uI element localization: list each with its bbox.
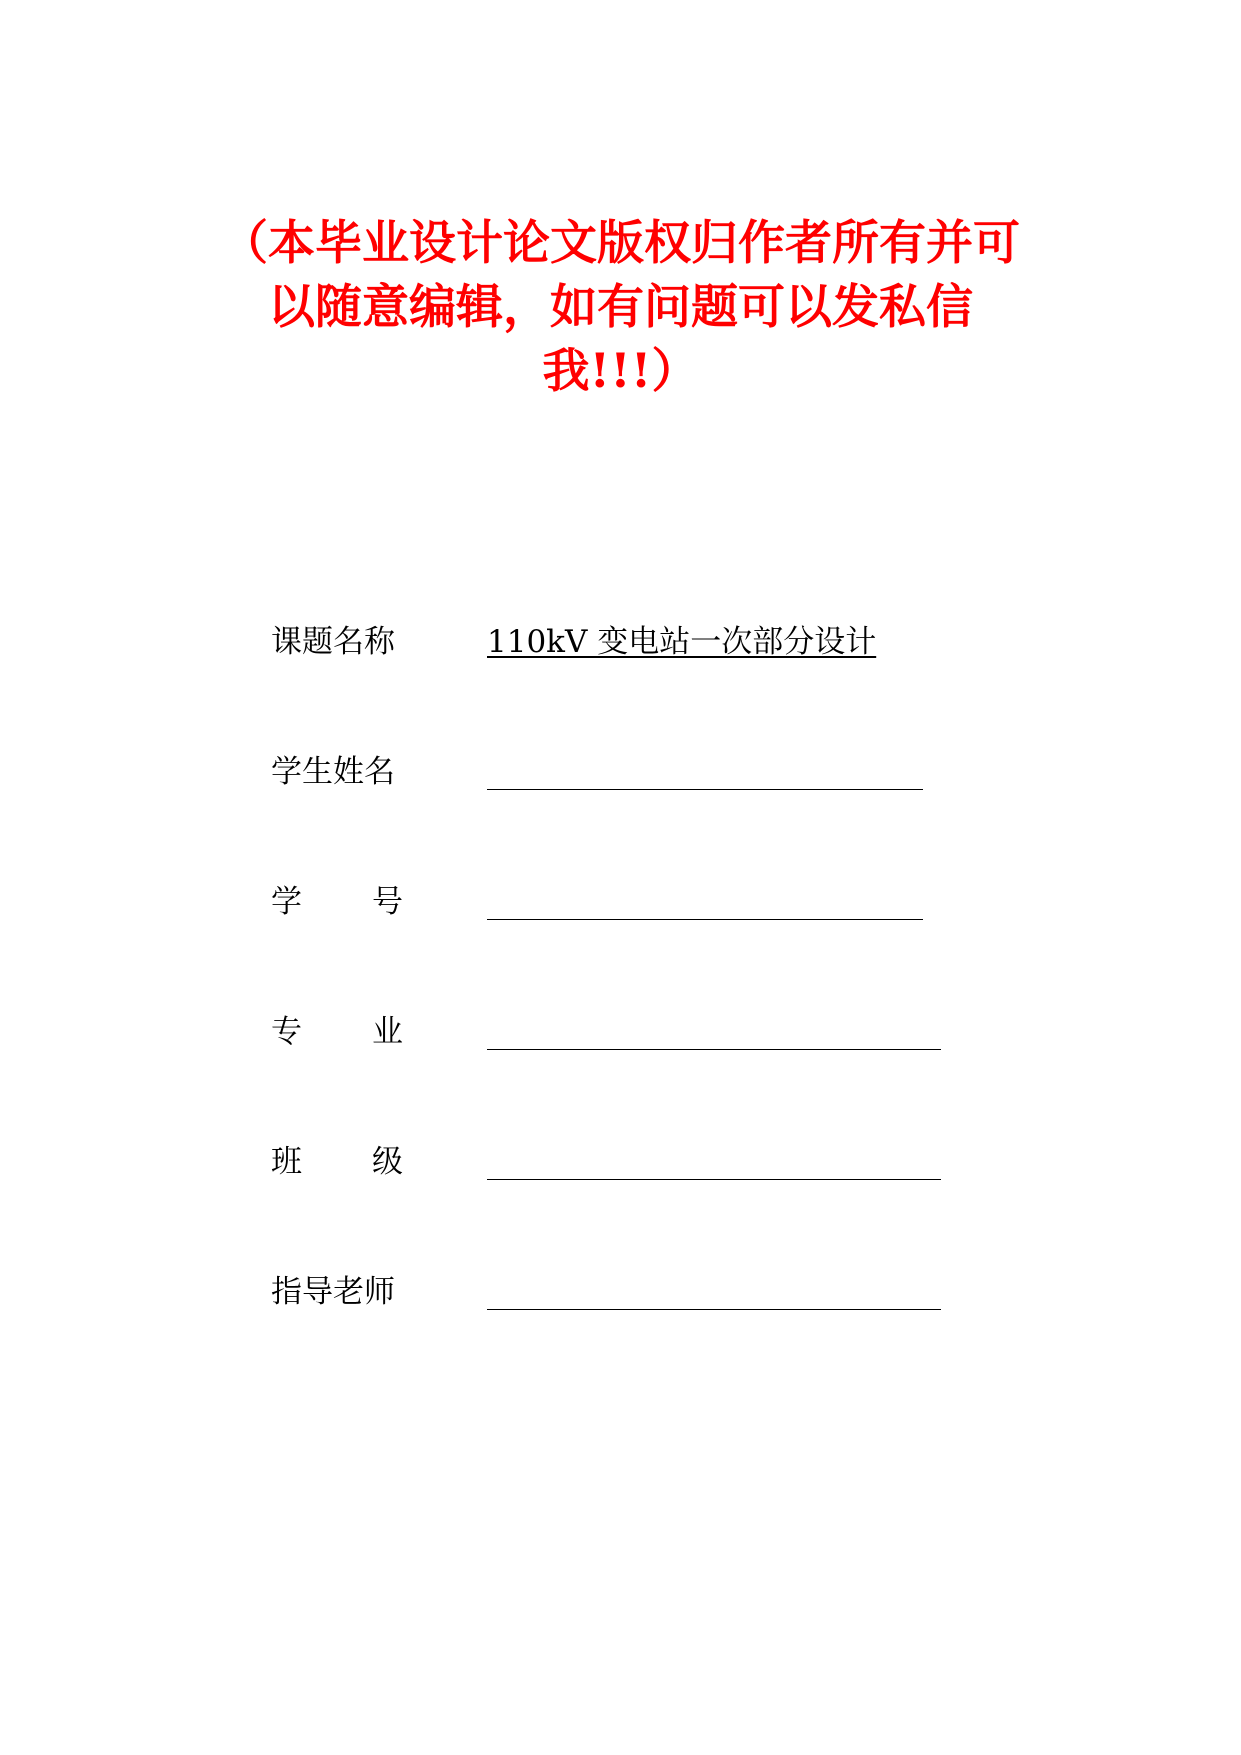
- student-name-blank: [487, 789, 923, 790]
- major-label-char-2: 业: [372, 1014, 403, 1050]
- major-blank: [487, 1049, 941, 1050]
- class-label-char-1: 班: [271, 1144, 302, 1180]
- form-row-advisor: [271, 1269, 971, 1315]
- form-row-student-name: [271, 749, 971, 795]
- title-label: 课题名称: [271, 624, 395, 660]
- major-label-char-1: 专: [271, 1014, 302, 1050]
- form-row-class: [271, 1139, 971, 1185]
- notice-line-1: （本毕业设计论文版权归作者所有并可: [221, 216, 1020, 271]
- class-label: [271, 1139, 403, 1185]
- title-value: 110kV 变电站一次部分设计: [487, 624, 877, 660]
- form-row-major: [271, 1009, 971, 1055]
- advisor-label: 指导老师: [271, 1274, 395, 1310]
- student-id-blank: [487, 919, 923, 920]
- form-row-title: [271, 619, 971, 665]
- notice-line-3: 我!!!）: [542, 344, 699, 399]
- class-label-char-2: 级: [372, 1144, 403, 1180]
- student-name-label: 学生姓名: [271, 754, 395, 790]
- notice-line-2: 以随意编辑，如有问题可以发私信: [268, 280, 973, 335]
- form-row-student-id: [271, 879, 971, 925]
- class-blank: [487, 1179, 941, 1180]
- student-id-label-char-2: 号: [372, 884, 403, 920]
- copyright-notice: [0, 212, 1241, 404]
- major-label: [271, 1009, 403, 1055]
- student-id-label-char-1: 学: [271, 884, 302, 920]
- student-id-label: [271, 879, 403, 925]
- advisor-blank: [487, 1309, 941, 1310]
